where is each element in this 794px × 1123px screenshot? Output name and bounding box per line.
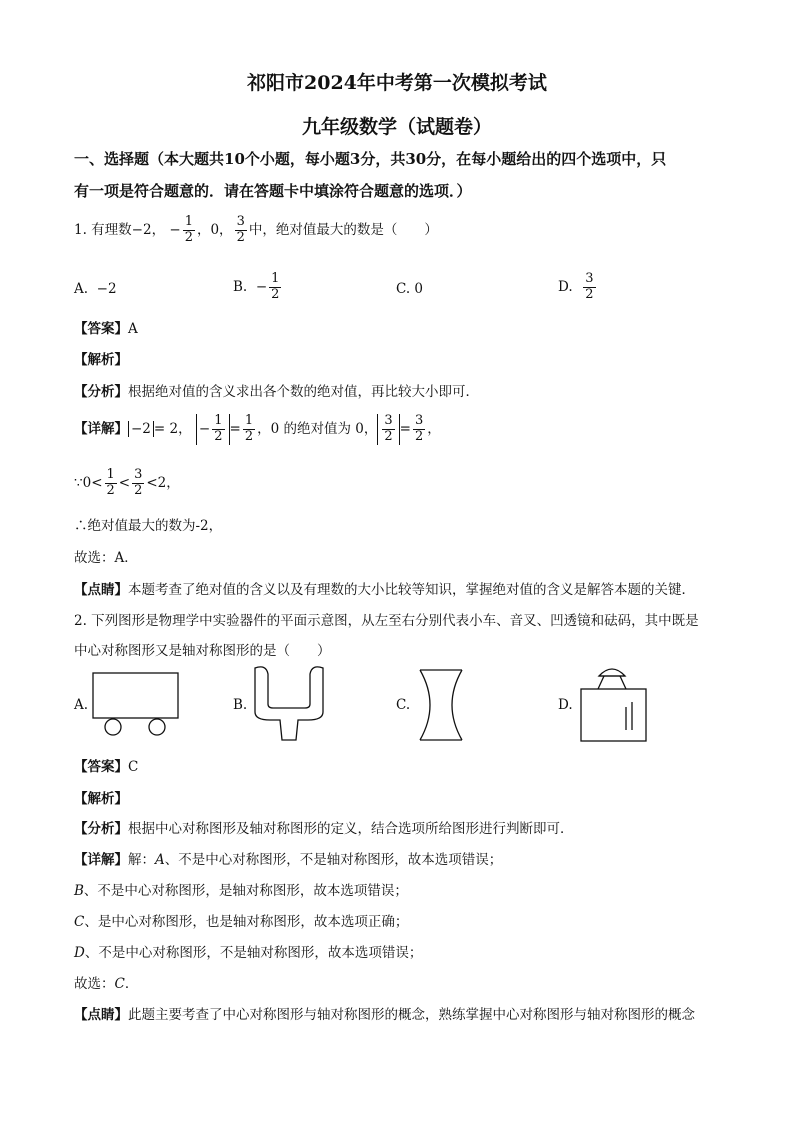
option-letter: C [114, 976, 125, 992]
less-than: < [91, 474, 103, 491]
concave-lens-figure [414, 666, 468, 744]
q1-therefore: ∴绝对值最大的数为-2， [74, 518, 223, 534]
option-label: A. [74, 281, 89, 297]
detail-text: 、不是中心对称图形，不是轴对称图形，故本选项错误； [84, 945, 423, 961]
frac-num: 1 [106, 467, 115, 482]
frac-den: 2 [236, 229, 245, 245]
fraction [105, 468, 117, 499]
option-fraction [269, 272, 281, 303]
q2-detail-c [74, 910, 408, 930]
q2-option-d-label: D. [558, 697, 573, 713]
detail-tag: 【详解】 [74, 420, 128, 437]
q1-analysis-tag [74, 348, 128, 368]
q2-answer [74, 755, 138, 775]
choose-prefix: 故选： [74, 976, 115, 992]
because: ∵0 [74, 474, 92, 491]
q1-sep: ，0， [196, 221, 233, 238]
section-heading-line1: 一、选择题（本大题共10个小题，每小题3分，共30分，在每小题给出的四个选项中，只 [74, 150, 667, 168]
q2-choose [74, 972, 138, 992]
frac-num: 3 [414, 413, 424, 428]
q1-fraction-three-halves [235, 215, 247, 246]
q2-detail-a [74, 848, 502, 868]
q1-option-b [233, 272, 283, 303]
frac-num: 3 [236, 214, 245, 229]
option-letter: B [74, 883, 84, 899]
q1-comment [74, 578, 695, 598]
option-label: D. [558, 278, 573, 295]
analysis-tag: 【解析】 [74, 791, 128, 807]
q1-choose: 故选：A． [74, 550, 138, 566]
question-2-stem-line1: 2. 下列图形是物理学中实验器件的平面示意图，从左至右分别代表小车、音叉、凹透镜和砝码，其中既是 [74, 613, 699, 629]
q2-fenxi [74, 817, 574, 837]
q1-detail [74, 414, 441, 445]
detail-tail: ， [427, 420, 441, 437]
frac-num: 3 [585, 271, 594, 286]
frac-den: 2 [271, 286, 280, 302]
question-2-stem-line2: 中心对称图形又是轴对称图形的是（ ） [74, 643, 331, 659]
equals: = [229, 420, 241, 437]
detail-text: 、不是中心对称图形，是轴对称图形，故本选项错误； [83, 883, 408, 899]
detail-tag: 【详解】 [74, 852, 128, 868]
choose-suffix: ． [124, 976, 139, 992]
frac-den: 2 [244, 428, 254, 444]
option-letter: C [74, 914, 85, 930]
q1-answer [74, 317, 138, 337]
detail-mid: ，0 的绝对值为 0， [257, 420, 378, 437]
q2-option-c-label: C. [396, 697, 411, 713]
comment-tag: 【点睛】 [74, 1007, 128, 1023]
q1-stem-suffix: 中，绝对值最大的数是（ ） [248, 221, 438, 238]
detail-text: 、是中心对称图形，也是轴对称图形，故本选项正确； [84, 914, 409, 930]
page-subtitle: 九年级数学（试题卷） [301, 116, 492, 138]
comment-text: 本题考查了绝对值的含义以及有理数的大小比较等知识，掌握绝对值的含义是解答本题的关键． [128, 582, 695, 598]
option-letter: D [74, 945, 85, 961]
answer-value: A [128, 321, 138, 337]
abs-value: −2 [128, 421, 154, 437]
abs-value [196, 414, 230, 445]
equals: = 2， [153, 420, 192, 437]
fraction [243, 414, 255, 445]
option-fraction [583, 272, 595, 303]
frac-den: 2 [106, 482, 115, 498]
fenxi-text: 根据中心对称图形及轴对称图形的定义，结合选项所给图形进行判断即可． [128, 821, 574, 837]
analysis-tag: 【解析】 [74, 352, 128, 368]
comment-text: 此题主要考查了中心对称图形与轴对称图形的概念，熟练掌握中心对称图形与轴对称图形的概念 [128, 1007, 695, 1023]
section-heading-line2: 有一项是符合题意的．请在答题卡中填涂符合题意的选项．） [74, 182, 472, 200]
tuning-fork-figure [250, 664, 328, 744]
detail-text: 、不是中心对称图形，不是轴对称图形，故本选项错误； [164, 852, 503, 868]
q2-option-b-label: B. [233, 697, 248, 713]
frac-den: 2 [184, 229, 193, 245]
q1-sep: ， [151, 221, 166, 238]
q1-fenxi [74, 380, 479, 400]
q1-fraction-half [183, 215, 195, 246]
fraction [382, 414, 394, 445]
q2-option-a-label: A. [74, 697, 89, 713]
q1-inequality [74, 468, 180, 499]
q1-option-d [558, 272, 598, 303]
detail-prefix: 解： [128, 852, 155, 868]
fraction [413, 414, 425, 445]
fenxi-text: 根据绝对值的含义求出各个数的绝对值，再比较大小即可． [128, 384, 479, 400]
q1-option-c: C. 0 [396, 281, 424, 297]
answer-tag: 【答案】 [74, 759, 128, 775]
q2-detail-b [74, 879, 408, 899]
q2-analysis-tag [74, 787, 128, 807]
frac-num: 1 [214, 413, 223, 428]
q2-detail-d [74, 941, 422, 961]
option-value: −2 [96, 281, 117, 297]
frac-den: 2 [214, 428, 223, 444]
answer-value: C [128, 759, 139, 775]
q1-number-neg2: −2 [131, 221, 152, 238]
weight-figure [576, 662, 652, 746]
frac-den: 2 [134, 482, 143, 498]
minus: − [198, 420, 211, 437]
page-title: 祁阳市2024年中考第一次模拟考试 [247, 72, 547, 94]
option-label: B. [233, 278, 248, 295]
q2-comment [74, 1003, 695, 1023]
fraction [132, 468, 144, 499]
q1-stem-prefix: 1. 有理数 [74, 221, 132, 238]
frac-num: 1 [244, 413, 254, 428]
comment-tag: 【点睛】 [74, 582, 128, 598]
equals: = [399, 420, 411, 437]
option-letter: A [155, 852, 165, 868]
frac-den: 2 [585, 286, 594, 302]
q1-minus: − [169, 221, 181, 238]
frac-num: 3 [384, 413, 393, 428]
frac-num: 1 [184, 214, 193, 229]
less-than: < [118, 474, 131, 491]
q1-option-a [74, 281, 117, 297]
less-than-tail: <2， [146, 474, 180, 491]
question-1-stem [74, 215, 438, 246]
cart-figure [88, 668, 188, 740]
fraction [212, 414, 224, 445]
frac-num: 3 [134, 467, 143, 482]
option-minus: − [255, 278, 268, 295]
answer-tag: 【答案】 [74, 321, 128, 337]
frac-num: 1 [271, 271, 280, 286]
frac-den: 2 [384, 428, 393, 444]
fenxi-tag: 【分析】 [74, 384, 128, 400]
fenxi-tag: 【分析】 [74, 821, 128, 837]
frac-den: 2 [414, 428, 424, 444]
abs-value [377, 414, 399, 445]
